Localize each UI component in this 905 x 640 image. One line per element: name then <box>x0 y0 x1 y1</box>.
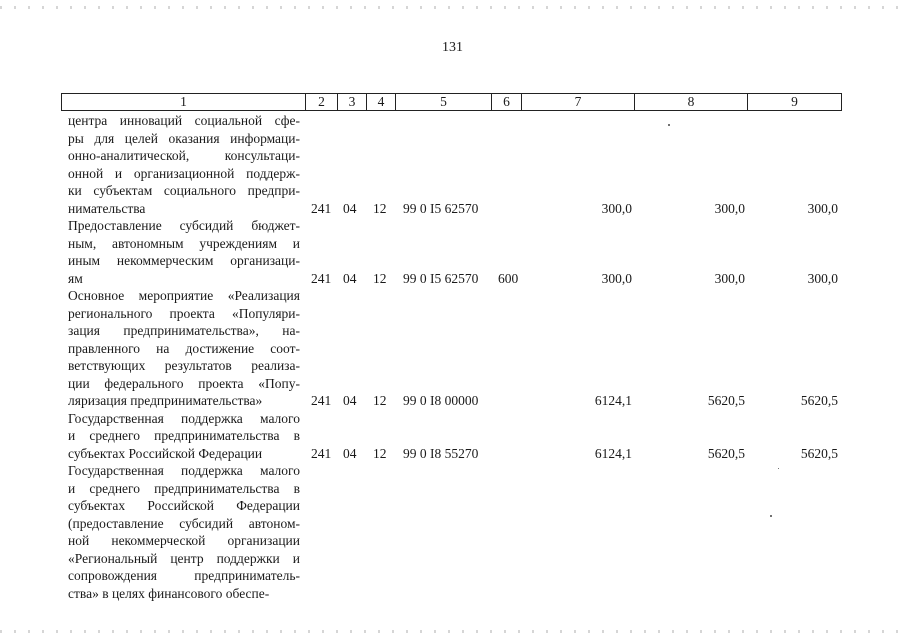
description-line: субъектах Российской Федерации <box>68 498 300 513</box>
description-line: (предоставление субсидий автоном- <box>68 515 300 531</box>
cell-col-5: 99 0 I8 00000 <box>403 393 479 408</box>
description-line: ветствующих результатов реализа- <box>68 358 300 373</box>
cell-col-8: 5620,5 <box>707 445 745 461</box>
description-line: правленного на достижение соот- <box>68 340 300 356</box>
row-description <box>68 287 300 410</box>
cell-col-4: 12 <box>373 393 387 408</box>
cell-col-9: 5620,5 <box>800 393 838 408</box>
description-line: ям <box>68 270 83 286</box>
header-col-7: 7 <box>522 94 635 110</box>
cell-col-3: 04 <box>343 200 357 216</box>
description-line: регионального проекта «Популяри- <box>68 305 300 321</box>
row-description <box>68 217 300 287</box>
header-col-9: 9 <box>791 94 798 109</box>
description-line: нимательства <box>68 200 146 216</box>
scan-speck <box>668 124 670 126</box>
scan-speck <box>778 468 779 469</box>
cell-col-5: 99 0 I8 55270 <box>403 445 479 461</box>
cell-col-2: 241 <box>311 393 332 408</box>
description-line: ции федерального проекта «Попу- <box>68 375 300 391</box>
row-description <box>68 410 300 463</box>
table-header <box>61 93 842 111</box>
cell-col-8: 300,0 <box>714 200 745 216</box>
cell-col-7: 300,0 <box>601 200 632 216</box>
cell-col-7: 6124,1 <box>594 393 632 408</box>
description-line: ки субъектам социального предпри- <box>68 183 300 198</box>
cell-col-4: 12 <box>373 445 387 461</box>
description-line: Государственная поддержка малого <box>68 463 300 478</box>
description-line: Предоставление субсидий бюджет- <box>68 218 300 233</box>
page-number: 131 <box>442 40 463 55</box>
cell-col-6: 600 <box>498 270 519 286</box>
description-line: онно-аналитической, консультаци- <box>68 148 300 163</box>
cell-col-2: 241 <box>311 445 332 461</box>
description-line: сопровождения предприниматель- <box>68 568 300 583</box>
description-line: ства» в целях финансового обеспе- <box>68 585 270 601</box>
scan-artifact-top <box>0 6 905 9</box>
cell-col-5: 99 0 I5 62570 <box>403 200 479 216</box>
header-col-5: 5 <box>396 94 492 110</box>
header-col-6: 6 <box>492 94 522 110</box>
header-col-1: 1 <box>62 94 306 110</box>
description-line: зация предпринимательства», на- <box>68 323 300 338</box>
header-col-2: 2 <box>306 94 338 110</box>
description-line: онной и организационной поддерж- <box>68 165 300 181</box>
cell-col-7: 300,0 <box>601 270 632 286</box>
scan-artifact-bottom <box>0 630 905 633</box>
description-line: «Региональный центр поддержки и <box>68 550 300 566</box>
description-line: ной некоммерческой организации <box>68 533 300 548</box>
description-line: центра инноваций социальной сфе- <box>68 113 300 128</box>
header-col-4: 4 <box>367 94 396 110</box>
header-col-3: 3 <box>338 94 367 110</box>
cell-col-9: 300,0 <box>807 200 838 216</box>
cell-col-3: 04 <box>343 393 357 408</box>
description-line: ным, автономным учреждениям и <box>68 235 300 251</box>
description-line: ры для целей оказания информаци- <box>68 130 300 146</box>
cell-col-2: 241 <box>311 270 332 286</box>
description-line: ляризация предпринимательства» <box>68 393 263 408</box>
row-description <box>68 462 300 602</box>
cell-col-5: 99 0 I5 62570 <box>403 270 479 286</box>
cell-col-7: 6124,1 <box>594 445 632 461</box>
cell-col-2: 241 <box>311 200 332 216</box>
description-line: Государственная поддержка малого <box>68 410 300 426</box>
description-line: Основное мероприятие «Реализация <box>68 288 300 303</box>
cell-col-4: 12 <box>373 200 387 216</box>
row-description <box>68 112 300 217</box>
description-line: и среднего предпринимательства в <box>68 480 300 496</box>
cell-col-9: 5620,5 <box>800 445 838 461</box>
cell-col-3: 04 <box>343 270 357 286</box>
cell-col-8: 5620,5 <box>707 393 745 408</box>
cell-col-4: 12 <box>373 270 387 286</box>
description-line: иным некоммерческим организаци- <box>68 253 300 268</box>
description-line: и среднего предпринимательства в <box>68 428 300 443</box>
cell-col-3: 04 <box>343 445 357 461</box>
scan-speck <box>770 515 772 517</box>
cell-col-9: 300,0 <box>807 270 838 286</box>
description-line: субъектах Российской Федерации <box>68 445 263 461</box>
header-col-8: 8 <box>635 94 748 110</box>
cell-col-8: 300,0 <box>714 270 745 286</box>
